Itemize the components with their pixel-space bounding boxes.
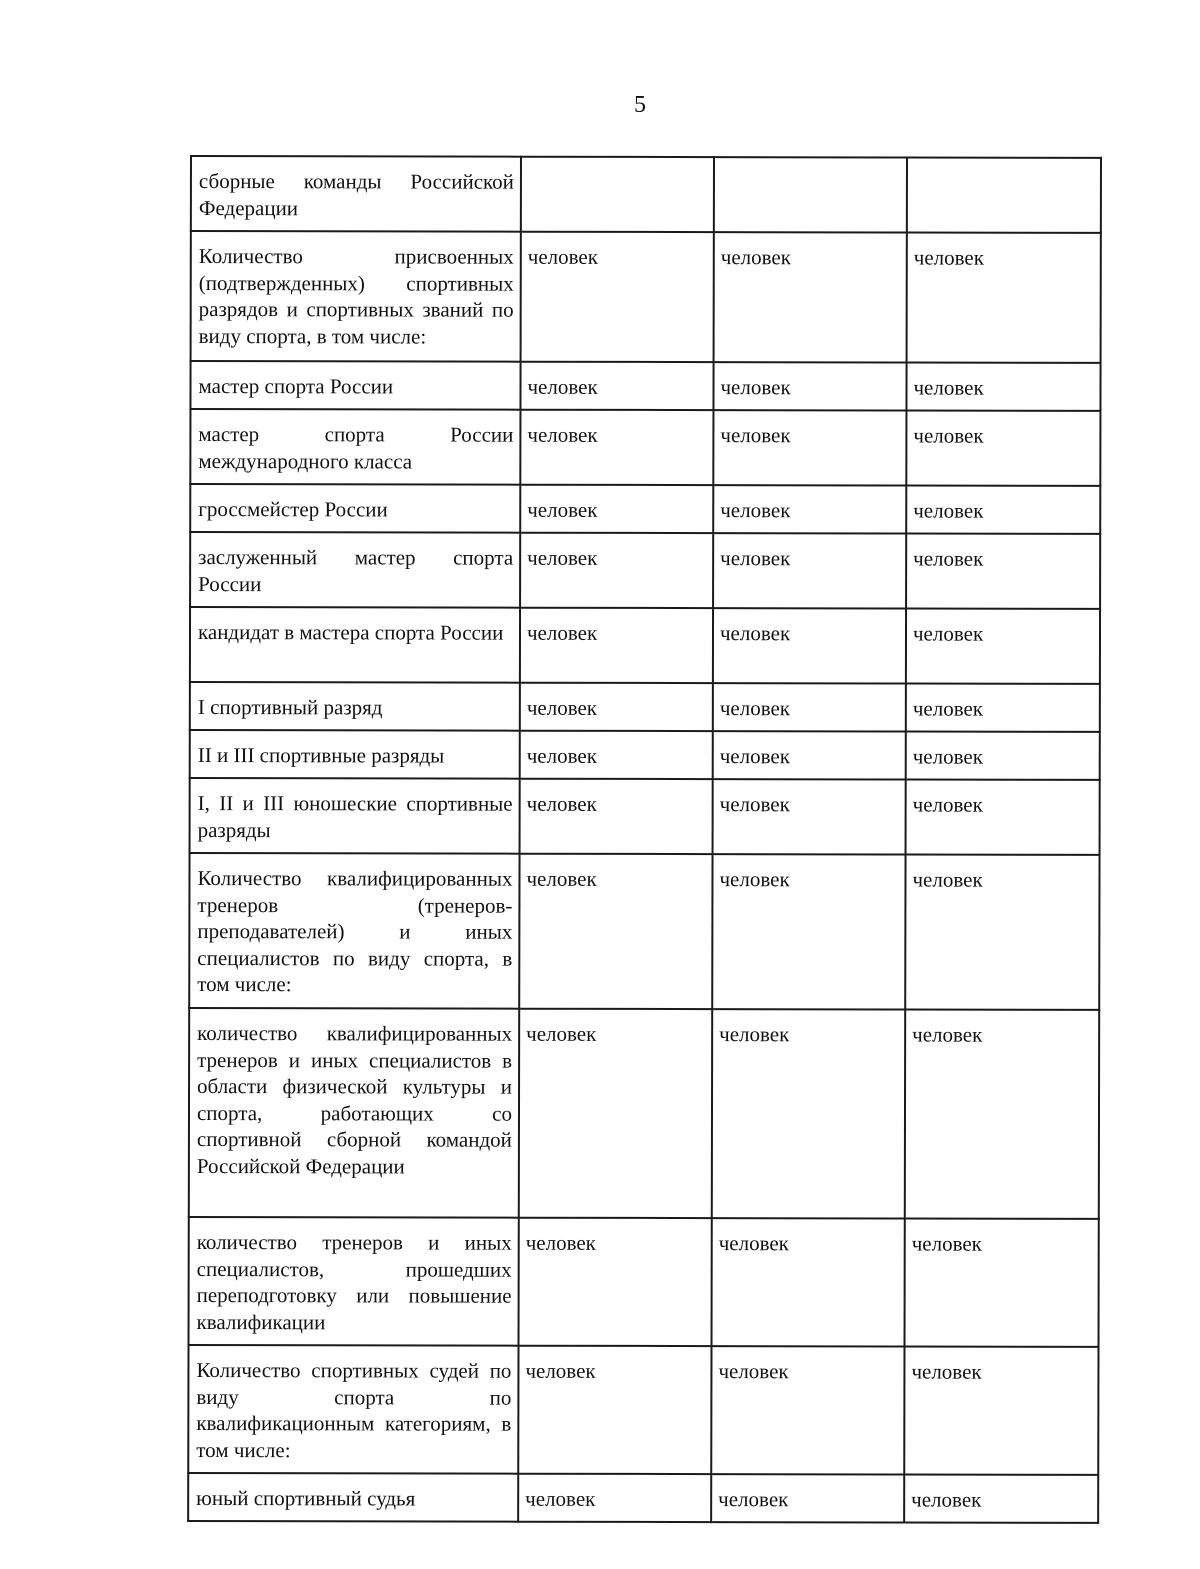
unit-cell: человек bbox=[520, 533, 713, 608]
row-label: заслуженный мастер спорта России bbox=[190, 532, 520, 608]
unit-cell: человек bbox=[711, 1346, 904, 1474]
table-row bbox=[190, 484, 1100, 534]
unit-cell: человек bbox=[906, 732, 1100, 780]
table-row bbox=[188, 1345, 1098, 1475]
row-label: Количество квалифицированных тренеров (тренеров-преподавателей) и иных специалистов по виду спорта, в том числе: bbox=[189, 853, 519, 1009]
unit-cell: человек bbox=[714, 232, 907, 362]
table-row bbox=[191, 231, 1101, 363]
unit-cell: человек bbox=[906, 684, 1100, 732]
unit-cell: человек bbox=[906, 363, 1100, 411]
unit-cell: человек bbox=[713, 485, 906, 533]
unit-cell: человек bbox=[520, 485, 713, 533]
row-label: Количество спортивных судей по виду спорта по квалификационным категориям, в том числе: bbox=[188, 1345, 518, 1474]
unit-cell: человек bbox=[712, 1218, 905, 1346]
table-row bbox=[188, 1473, 1098, 1523]
unit-cell: человек bbox=[521, 232, 714, 362]
unit-cell: человек bbox=[712, 1009, 905, 1218]
unit-cell: человек bbox=[907, 233, 1101, 363]
unit-cell: человек bbox=[906, 486, 1100, 534]
table-row bbox=[190, 532, 1100, 609]
unit-cell: человек bbox=[518, 1346, 711, 1474]
unit-cell bbox=[521, 157, 714, 232]
unit-cell bbox=[714, 157, 907, 232]
unit-cell bbox=[907, 158, 1101, 233]
table-row bbox=[190, 778, 1100, 855]
row-label: количество тренеров и иных специалистов, прошедших переподготовку или повышение квалификации bbox=[189, 1217, 519, 1346]
unit-cell: человек bbox=[519, 1218, 712, 1346]
page-number: 5 bbox=[634, 92, 646, 118]
unit-cell: человек bbox=[519, 854, 712, 1009]
unit-cell: человек bbox=[905, 1218, 1099, 1346]
table-row bbox=[190, 682, 1100, 732]
unit-cell: человек bbox=[906, 609, 1100, 684]
unit-cell: человек bbox=[520, 608, 713, 683]
row-label: юный спортивный судья bbox=[188, 1473, 518, 1522]
row-label: I спортивный разряд bbox=[190, 682, 520, 731]
unit-cell: человек bbox=[518, 1474, 711, 1522]
unit-cell: человек bbox=[713, 779, 906, 854]
unit-cell: человек bbox=[713, 683, 906, 731]
unit-cell: человек bbox=[519, 1009, 712, 1218]
unit-cell: человек bbox=[713, 410, 906, 485]
table-row bbox=[190, 409, 1100, 486]
statistics-table bbox=[187, 155, 1102, 1524]
row-label: Количество присвоенных (подтвержденных) спортивных разрядов и спортивных званий по виду спорта, в том числе: bbox=[191, 231, 521, 362]
unit-cell: человек bbox=[904, 1474, 1098, 1522]
row-label: мастер спорта России bbox=[190, 361, 520, 410]
unit-cell: человек bbox=[520, 731, 713, 779]
unit-cell: человек bbox=[906, 780, 1100, 855]
unit-cell: человек bbox=[520, 779, 713, 854]
unit-cell: человек bbox=[713, 362, 906, 410]
table-row bbox=[190, 607, 1100, 684]
unit-cell: человек bbox=[713, 608, 906, 683]
table-row bbox=[191, 156, 1101, 233]
row-label: I, II и III юношеские спортивные разряды bbox=[190, 778, 520, 854]
unit-cell: человек bbox=[906, 411, 1100, 486]
unit-cell: человек bbox=[520, 683, 713, 731]
unit-cell: человек bbox=[906, 534, 1100, 609]
unit-cell: человек bbox=[713, 533, 906, 608]
unit-cell: человек bbox=[520, 362, 713, 410]
row-label: кандидат в мастера спорта России bbox=[190, 607, 520, 683]
unit-cell: человек bbox=[713, 731, 906, 779]
unit-cell: человек bbox=[905, 855, 1099, 1010]
unit-cell: человек bbox=[712, 854, 905, 1009]
row-label: II и III спортивные разряды bbox=[190, 730, 520, 779]
unit-cell: человек bbox=[905, 1009, 1099, 1218]
table-row bbox=[189, 1217, 1099, 1347]
unit-cell: человек bbox=[904, 1346, 1098, 1474]
table-row bbox=[189, 853, 1099, 1010]
row-label: гроссмейстер России bbox=[190, 484, 520, 533]
table-row bbox=[190, 361, 1100, 411]
table-row bbox=[189, 1008, 1099, 1219]
row-label: мастер спорта России международного класса bbox=[190, 409, 520, 485]
table-row bbox=[190, 730, 1100, 780]
row-label: количество квалифицированных тренеров и иных специалистов в области физической культуры и спорта, работающих со спортивной сборной командой Российской Федерации bbox=[189, 1008, 519, 1218]
unit-cell: человек bbox=[520, 410, 713, 485]
row-label: сборные команды Российской Федерации bbox=[191, 156, 521, 232]
unit-cell: человек bbox=[711, 1474, 904, 1522]
